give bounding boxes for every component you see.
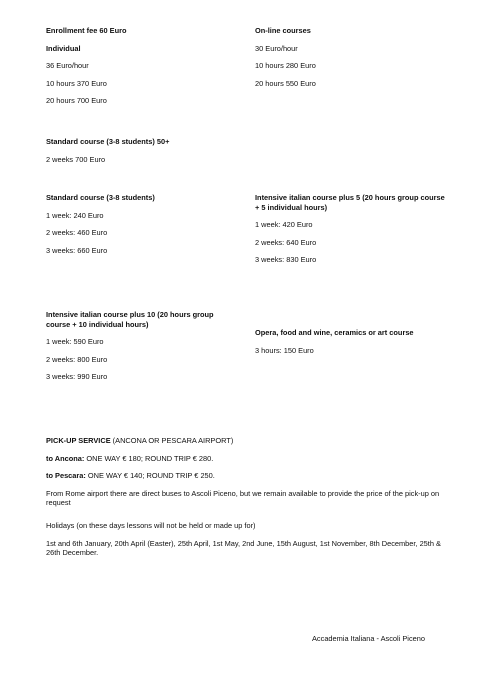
holidays-title: Holidays (on these days lessons will not be held or made up for) bbox=[46, 521, 256, 530]
price-line: 20 hours 550 Euro bbox=[255, 78, 316, 88]
pickup-heading bbox=[46, 436, 446, 446]
intensive-10-title: Intensive italian course plus 10 (20 hours group course + 10 individual hours) bbox=[46, 310, 214, 329]
footer bbox=[312, 634, 425, 644]
pickup-subtitle: (ANCONA OR PESCARA AIRPORT) bbox=[110, 436, 234, 445]
online-section bbox=[255, 26, 450, 88]
price-line: 2 weeks 700 Euro bbox=[46, 154, 106, 164]
price-line: 3 hours: 150 Euro bbox=[255, 345, 314, 355]
price-line: 3 weeks: 830 Euro bbox=[255, 255, 317, 264]
footer-text: Accademia Italiana - Ascoli Piceno bbox=[312, 634, 425, 643]
intensive-10-section bbox=[46, 310, 231, 382]
price-line: 2 weeks: 460 Euro bbox=[46, 228, 108, 237]
price-line: 1 week: 240 Euro bbox=[46, 210, 104, 220]
pickup-pescara-label: to Pescara: bbox=[46, 471, 86, 480]
price-line: 10 hours 280 Euro bbox=[255, 61, 316, 70]
pickup-section bbox=[46, 436, 446, 508]
holidays-section bbox=[46, 521, 446, 558]
standard-50-section bbox=[46, 137, 246, 164]
opera-section bbox=[255, 328, 450, 355]
individual-subtitle: Individual bbox=[46, 43, 81, 53]
intensive-5-section bbox=[255, 193, 445, 265]
standard-section bbox=[46, 193, 246, 255]
price-line: 1 week: 590 Euro bbox=[46, 337, 104, 346]
pickup-ancona bbox=[46, 454, 446, 464]
standard-50-title: Standard course (3-8 students) 50+ bbox=[46, 137, 170, 146]
price-line: 30 Euro/hour bbox=[255, 43, 298, 53]
online-title: On-line courses bbox=[255, 26, 311, 35]
price-line: 3 weeks: 990 Euro bbox=[46, 372, 108, 381]
price-line: 10 hours 370 Euro bbox=[46, 78, 107, 88]
enrollment-title: Enrollment fee 60 Euro bbox=[46, 26, 127, 35]
pickup-pescara bbox=[46, 471, 446, 481]
price-line: 2 weeks: 640 Euro bbox=[255, 237, 317, 247]
intensive-5-title: Intensive italian course plus 5 (20 hours group course + 5 individual hours) bbox=[255, 193, 445, 212]
opera-title: Opera, food and wine, ceramics or art course bbox=[255, 328, 414, 337]
pickup-ancona-price: ONE WAY € 180; ROUND TRIP € 280. bbox=[84, 453, 214, 463]
price-line: 20 hours 700 Euro bbox=[46, 96, 107, 105]
standard-title: Standard course (3-8 students) bbox=[46, 193, 155, 202]
pickup-pescara-price: ONE WAY € 140; ROUND TRIP € 250. bbox=[85, 471, 215, 480]
pickup-title: PICK-UP SERVICE bbox=[46, 436, 111, 445]
price-line: 2 weeks: 800 Euro bbox=[46, 354, 108, 364]
pickup-ancona-label: to Ancona: bbox=[46, 453, 85, 463]
holidays-text: 1st and 6th January, 20th April (Easter), 25th April, 1st May, 2nd June, 15th August, 1st November, 8th December, 25th & 26th December. bbox=[46, 538, 441, 557]
price-line: 3 weeks: 660 Euro bbox=[46, 245, 108, 255]
price-line: 36 Euro/hour bbox=[46, 61, 89, 70]
pickup-note: From Rome airport there are direct buses to Ascoli Piceno, but we remain available to provide the price of the pick-up on request bbox=[46, 488, 440, 507]
enrollment-section bbox=[46, 26, 246, 106]
price-line: 1 week: 420 Euro bbox=[255, 220, 313, 229]
